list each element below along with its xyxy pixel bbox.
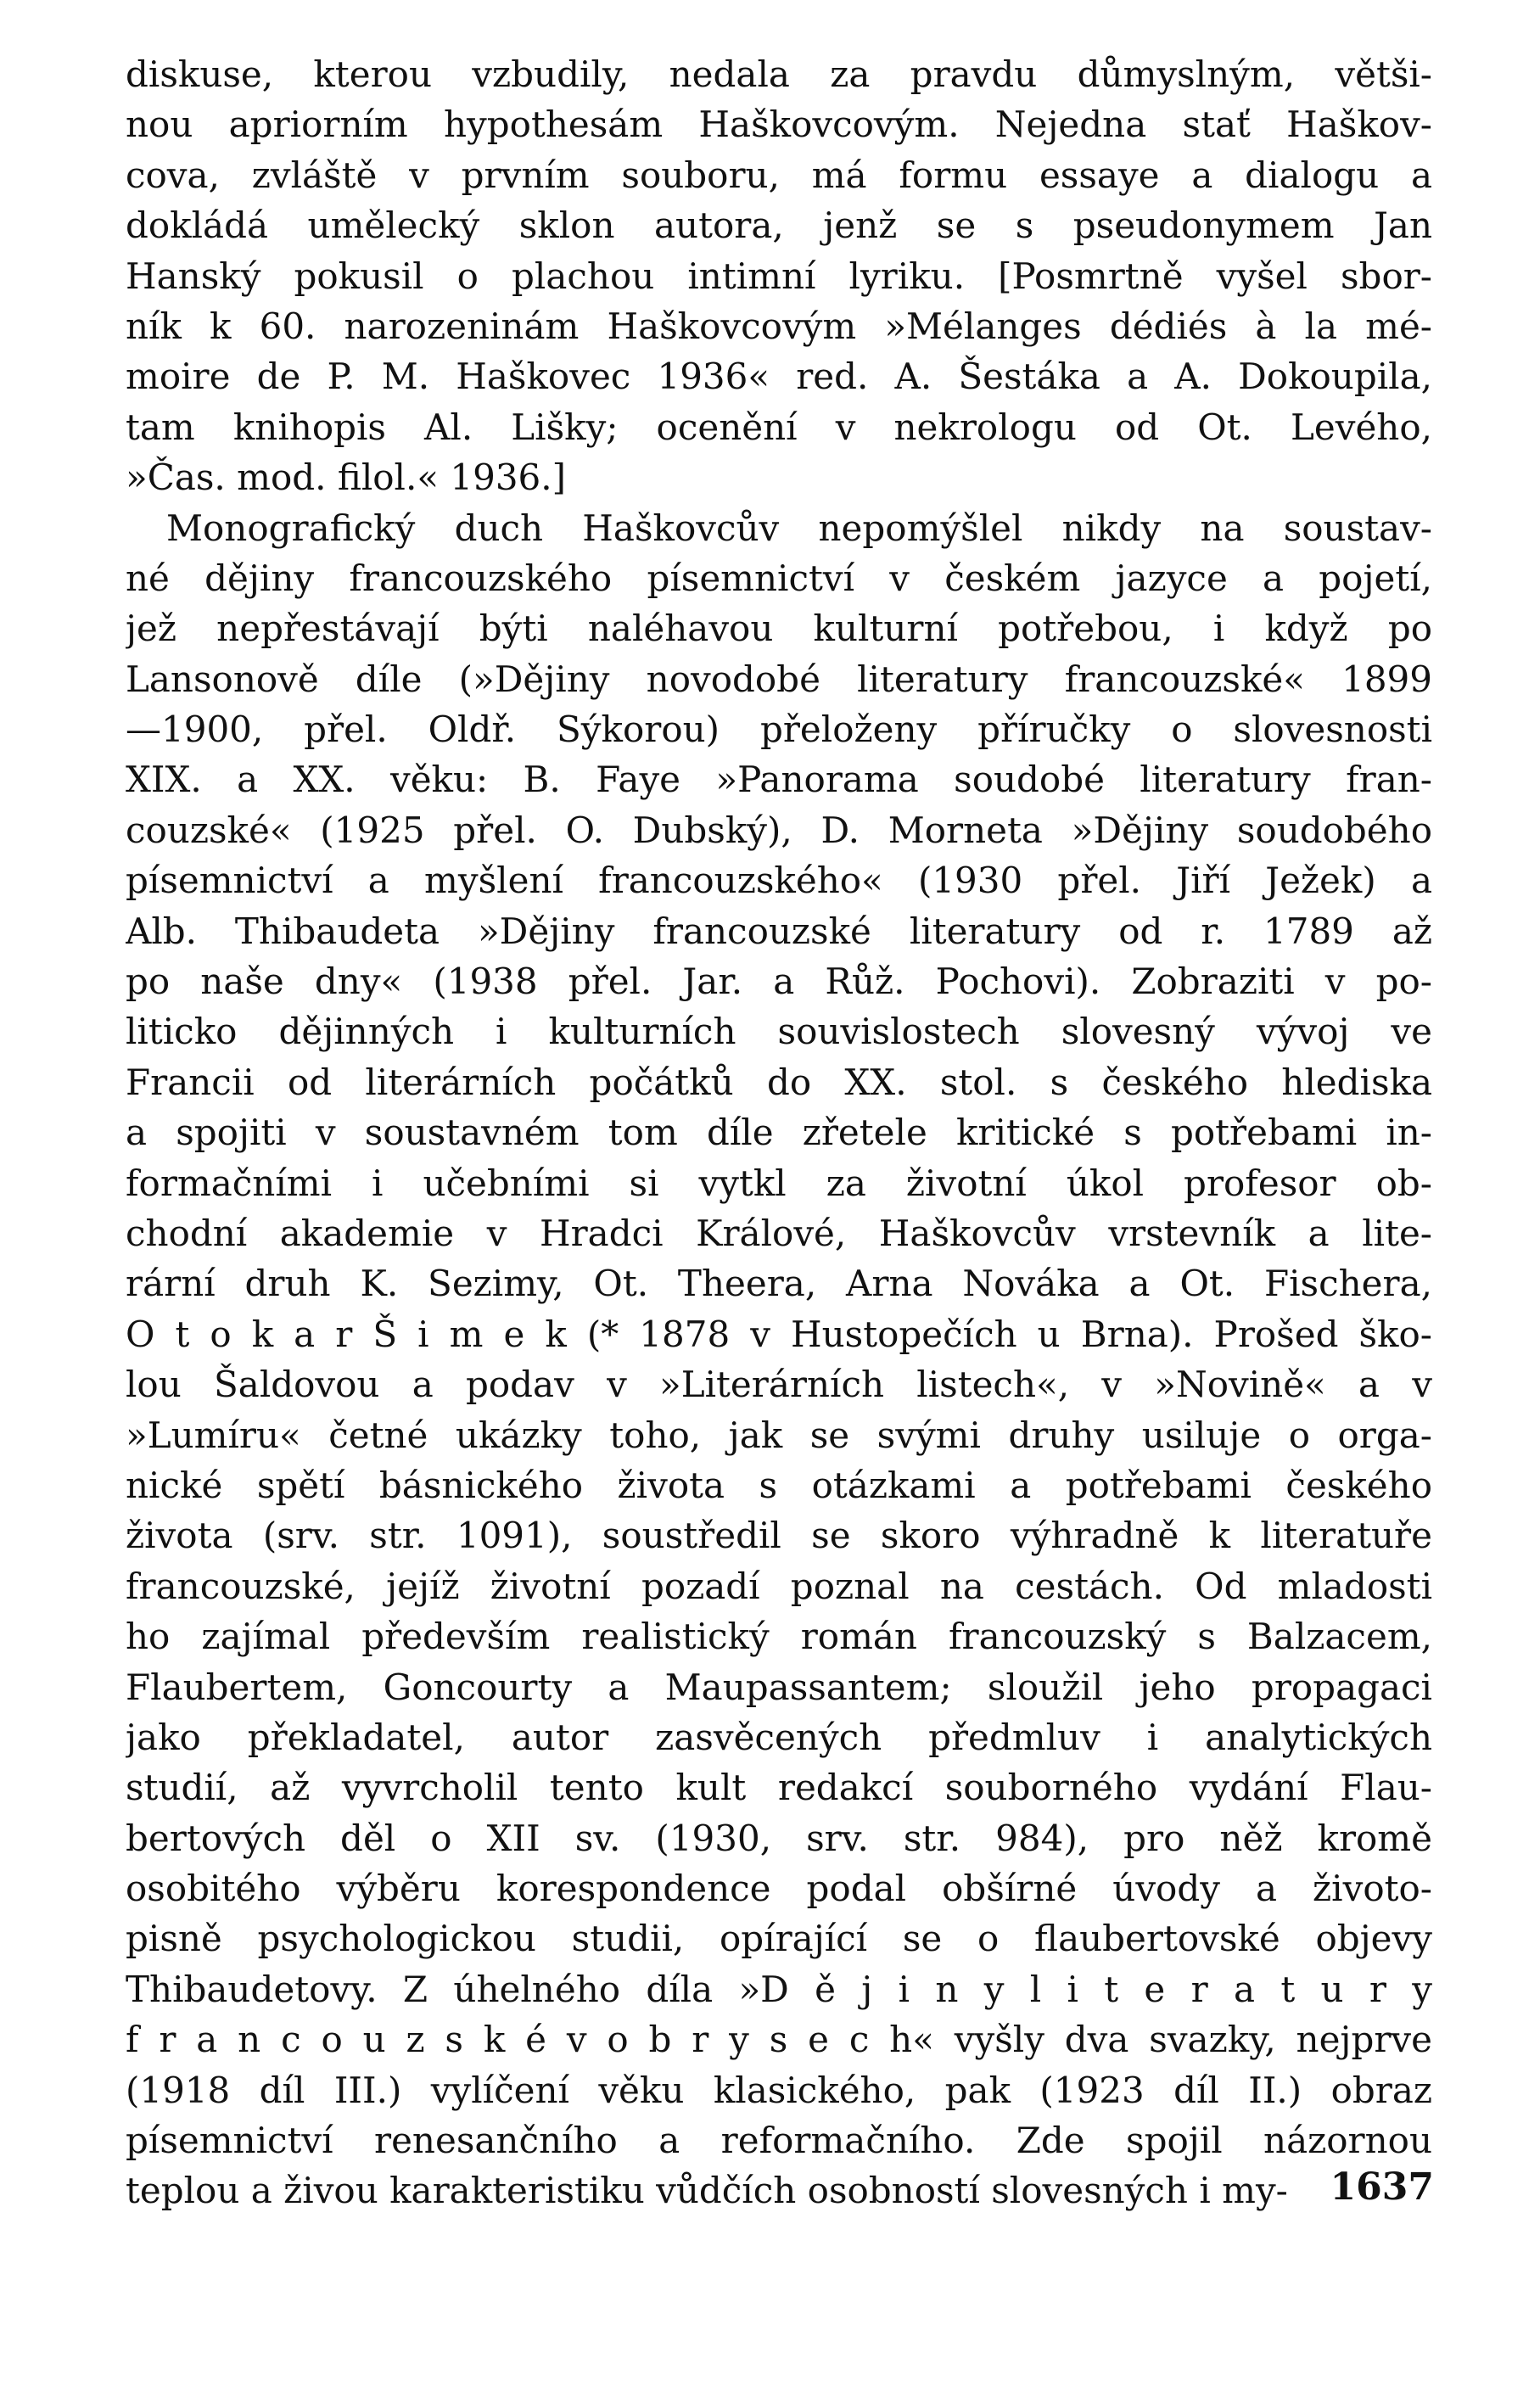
text-line: moire de P. M. Haškovec 1936« red. A. Šestáka a A. Dokoupila, [126,356,1432,398]
text-line: Hanský pokusil o plachou intimní lyriku. [Posmrtně vyšel sbor- [126,255,1432,297]
text-line: nou apriorním hypothesám Haškovcovým. Nejedna stať Haškov- [126,104,1432,146]
text-line: francouzské, jejíž životní pozadí poznal na cestách. Od mladosti [126,1565,1432,1607]
paragraph [126,49,1432,503]
text-line: lou Šaldovou a podav v »Literárních listech«, v »Novině« a v [126,1364,1432,1406]
text-line: ho zajímal především realistický román francouzský s Balzacem, [126,1616,1432,1658]
text-line: couzské« (1925 přel. O. Dubský), D. Morneta »Dějiny soudobého [126,809,1432,851]
text-line: dokládá umělecký sklon autora, jenž se s pseudonymem Jan [126,204,1432,247]
page-body [126,49,1432,2216]
text-line: Thibaudetovy. Z úhelného díla »D ě j i n y l i t e r a t u r y [126,1968,1432,2010]
text-line: písemnictví a myšlení francouzského« (1930 přel. Jiří Ježek) a [126,860,1432,902]
text-line: Flaubertem, Goncourty a Maupassantem; sloužil jeho propagaci [126,1666,1432,1708]
text-line: nické spětí básnického života s otázkami a potřebami českého [126,1464,1432,1506]
text-line: né dějiny francouzského písemnictví v českém jazyce a pojetí, [126,557,1432,599]
text-line: jež nepřestávají býti naléhavou kulturní potřebou, i když po [126,608,1432,650]
text-line: O t o k a r Š i m e k (* 1878 v Hustopečích u Brna). Prošed ško- [126,1313,1432,1355]
text-line: osobitého výběru korespondence podal obšírné úvody a životo- [126,1868,1432,1910]
text-line: tam knihopis Al. Lišky; ocenění v nekrologu od Ot. Levého, [126,406,1432,448]
text-line: teplou a živou karakteristiku vůdčích osobností slovesných i my- [126,2170,1288,2212]
text-line: »Lumíru« četné ukázky toho, jak se svými druhy usiluje o orga- [126,1414,1432,1456]
page-number: 1637 [1330,2165,1434,2209]
text-line: písemnictví renesančního a reformačního. Zde spojil názornou [126,2120,1432,2162]
text-line: Monografický duch Haškovcův nepomýšlel nikdy na soustav- [166,507,1432,549]
text-line: života (srv. str. 1091), soustředil se skoro výhradně k literatuře [126,1515,1432,1557]
text-line: formačními i učebními si vytkl za životní úkol profesor ob- [126,1162,1432,1204]
text-line: po naše dny« (1938 přel. Jar. a Růž. Pochovi). Zobraziti v po- [126,961,1432,1003]
text-line: bertových děl o XII sv. (1930, srv. str. 984), pro něž kromě [126,1817,1432,1859]
text-line: (1918 díl III.) vylíčení věku klasického, pak (1923 díl II.) obraz [126,2069,1432,2111]
text-line: Francii od literárních počátků do XX. stol. s českého hlediska [126,1061,1432,1103]
text-line: rární druh K. Sezimy, Ot. Theera, Arna Nováka a Ot. Fischera, [126,1263,1432,1305]
text-line: pisně psychologickou studii, opírající se o flaubertovské objevy [126,1918,1432,1960]
text-line: diskuse, kterou vzbudily, nedala za pravdu důmyslným, větši- [126,53,1432,95]
text-line: ník k 60. narozeninám Haškovcovým »Mélanges dédiés à la mé- [126,305,1432,347]
text-line: —1900, přel. Oldř. Sýkorou) přeloženy příručky o slovesnosti [126,709,1432,751]
text-line: cova, zvláště v prvním souboru, má formu essaye a dialogu a [126,154,1432,196]
text-line: studií, až vyvrcholil tento kult redakcí souborného vydání Flau- [126,1767,1432,1809]
text-line: Alb. Thibaudeta »Dějiny francouzské literatury od r. 1789 až [126,910,1432,952]
text-line: a spojiti v soustavném tom díle zřetele kritické s potřebami in- [126,1112,1432,1154]
text-line: Lansonově díle (»Dějiny novodobé literatury francouzské« 1899 [126,658,1432,700]
text-line: f r a n c o u z s k é v o b r y s e c h« vyšly dva svazky, nejprve [126,2019,1432,2061]
text-line: jako překladatel, autor zasvěcených předmluv i analytických [126,1716,1432,1758]
text-line: chodní akademie v Hradci Králové, Haškovcův vrstevník a lite- [126,1212,1432,1254]
text-line: XIX. a XX. věku: B. Faye »Panorama soudobé literatury fran- [126,759,1432,801]
paragraph [126,503,1432,2216]
text-line: liticko dějinných i kulturních souvislostech slovesný vývoj ve [126,1011,1432,1053]
text-line: »Čas. mod. filol.« 1936.] [126,457,567,499]
